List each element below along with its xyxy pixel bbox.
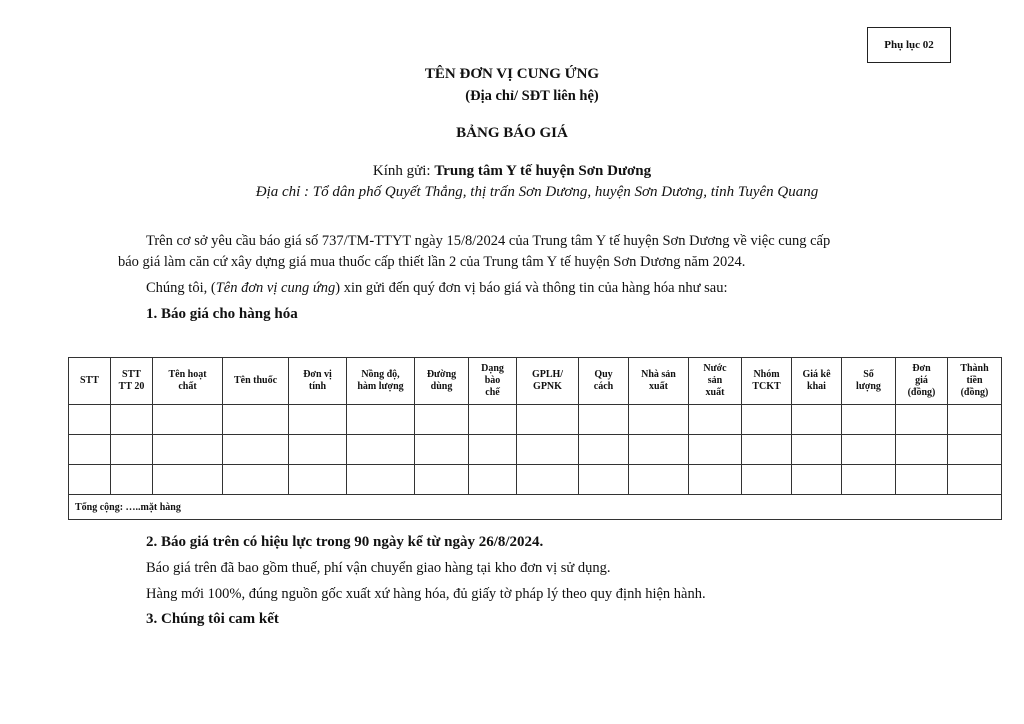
recipient-prefix: Kính gửi:	[372, 163, 435, 179]
annex-label: Phụ lục 02	[867, 27, 951, 63]
table-cell	[469, 465, 517, 495]
section-3-heading: 3. Chúng tôi cam kết	[146, 611, 279, 627]
table-cell	[792, 465, 842, 495]
table-cell	[415, 465, 469, 495]
table-cell	[69, 405, 111, 435]
table-cell	[289, 435, 347, 465]
column-header: Nhà sản xuất	[629, 358, 689, 405]
table-cell	[69, 465, 111, 495]
table-row	[69, 435, 1002, 465]
recipient-address: Địa chỉ : Tổ dân phố Quyết Thắng, thị trấn Sơn Dương, huyện Sơn Dương, tỉnh Tuyên Quang	[255, 184, 819, 200]
column-header: Nước sản xuất	[689, 358, 742, 405]
column-header: Nồng độ, hàm lượng	[347, 358, 415, 405]
intro-line-1: Trên cơ sở yêu cầu báo giá số 737/TM-TTYT ngày 15/8/2024 của Trung tâm Y tế huyện Sơn Dương về việc cung cấp	[146, 233, 831, 249]
table-cell	[415, 435, 469, 465]
table-cell	[629, 435, 689, 465]
table-cell	[69, 435, 111, 465]
table-cell	[517, 405, 579, 435]
table-cell	[469, 435, 517, 465]
column-header: Tên hoạt chất	[153, 358, 223, 405]
table-cell	[517, 465, 579, 495]
table-cell	[415, 405, 469, 435]
table-cell	[579, 465, 629, 495]
column-header: Dạng bào chế	[469, 358, 517, 405]
table-cell	[579, 405, 629, 435]
table-cell	[347, 405, 415, 435]
table-cell	[896, 435, 948, 465]
table-cell	[629, 465, 689, 495]
document-title: BẢNG BÁO GIÁ	[456, 125, 568, 141]
table-cell	[689, 405, 742, 435]
supplier-name: TÊN ĐƠN VỊ CUNG ỨNG	[424, 66, 600, 82]
table-header-row	[69, 358, 1002, 405]
table-cell	[948, 465, 1002, 495]
supplier-contact: (Địa chỉ/ SĐT liên hệ)	[465, 88, 599, 104]
table-cell	[153, 405, 223, 435]
column-header: Thành tiền (đồng)	[948, 358, 1002, 405]
table-cell	[689, 435, 742, 465]
column-header: Đơn giá (đồng)	[896, 358, 948, 405]
table-cell	[792, 435, 842, 465]
table-cell	[111, 435, 153, 465]
table-cell	[842, 405, 896, 435]
table-cell	[792, 405, 842, 435]
table-cell	[111, 405, 153, 435]
table-cell	[842, 435, 896, 465]
intro-3-prefix: Chúng tôi, (	[146, 280, 216, 296]
intro-3-suffix: ) xin gửi đến quý đơn vị báo giá và thông tin của hàng hóa như sau:	[335, 280, 728, 296]
recipient-name: Trung tâm Y tế huyện Sơn Dương	[434, 163, 652, 179]
column-header: Đường dùng	[415, 358, 469, 405]
recipient-line	[0, 163, 1024, 180]
table-cell	[742, 405, 792, 435]
table-total-row	[69, 495, 1002, 520]
table-cell	[689, 465, 742, 495]
table-cell	[842, 465, 896, 495]
table-cell	[153, 465, 223, 495]
table-cell	[579, 435, 629, 465]
table-cell	[289, 465, 347, 495]
column-header: Tên thuốc	[223, 358, 289, 405]
table-cell	[347, 435, 415, 465]
section-2-line-2: Hàng mới 100%, đúng nguồn gốc xuất xứ hàng hóa, đủ giấy tờ pháp lý theo quy định hiện hành.	[146, 586, 706, 602]
table-row	[69, 465, 1002, 495]
table-cell	[517, 435, 579, 465]
total-label: Tổng cộng: …..mặt hàng	[69, 495, 1002, 520]
section-2-heading: 2. Báo giá trên có hiệu lực trong 90 ngày kể từ ngày 26/8/2024.	[146, 534, 544, 550]
table-cell	[896, 405, 948, 435]
column-header: Đơn vị tính	[289, 358, 347, 405]
table-cell	[223, 465, 289, 495]
table-row	[69, 405, 1002, 435]
section-2-line-1: Báo giá trên đã bao gồm thuế, phí vận chuyển giao hàng tại kho đơn vị sử dụng.	[146, 560, 611, 576]
column-header: Nhóm TCKT	[742, 358, 792, 405]
table-cell	[289, 405, 347, 435]
intro-line-2: báo giá làm căn cứ xây dựng giá mua thuốc cấp thiết lần 2 của Trung tâm Y tế huyện Sơn Dương năm 2024.	[118, 254, 746, 270]
table-cell	[742, 435, 792, 465]
table-cell	[742, 465, 792, 495]
table-cell	[347, 465, 415, 495]
column-header: STT	[69, 358, 111, 405]
table-cell	[469, 405, 517, 435]
table-cell	[223, 405, 289, 435]
column-header: Số lượng	[842, 358, 896, 405]
quotation-table	[68, 357, 1002, 520]
column-header: GPLH/ GPNK	[517, 358, 579, 405]
column-header: Giá kê khai	[792, 358, 842, 405]
table-cell	[111, 465, 153, 495]
column-header: STT TT 20	[111, 358, 153, 405]
intro-line-3	[146, 280, 728, 297]
intro-3-supplier-placeholder: Tên đơn vị cung ứng	[215, 280, 336, 296]
table-cell	[896, 465, 948, 495]
table-cell	[629, 405, 689, 435]
table-cell	[948, 405, 1002, 435]
table-cell	[948, 435, 1002, 465]
section-1-heading: 1. Báo giá cho hàng hóa	[146, 306, 298, 322]
table-cell	[223, 435, 289, 465]
column-header: Quy cách	[579, 358, 629, 405]
table-cell	[153, 435, 223, 465]
